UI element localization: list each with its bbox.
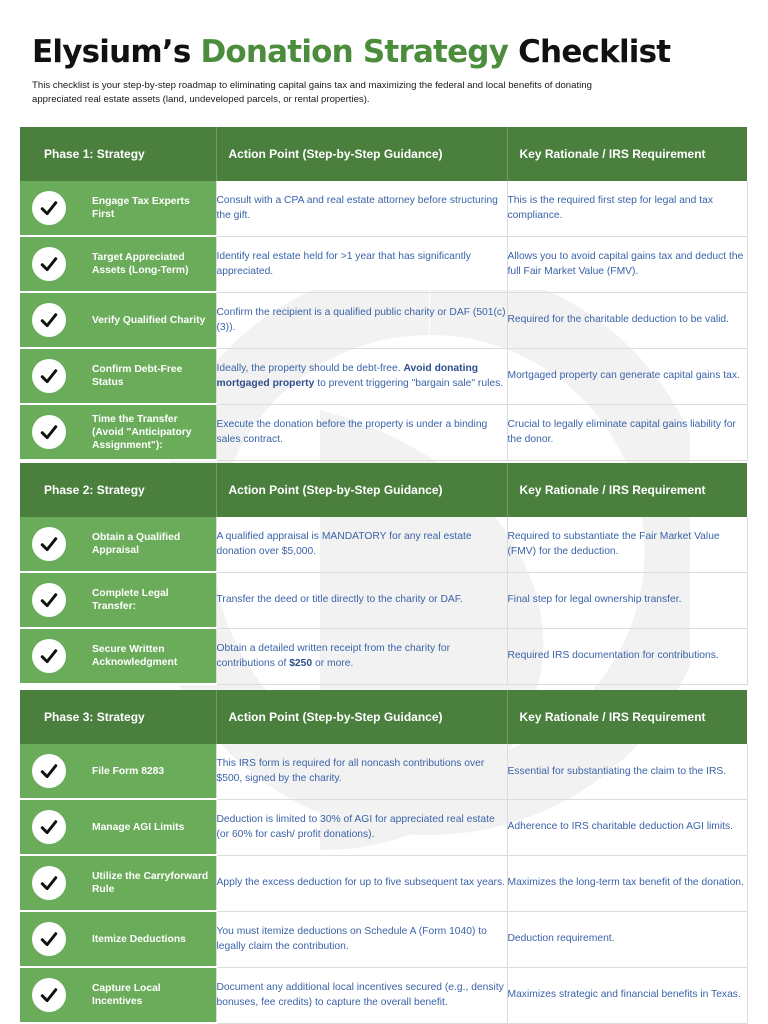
checkmark-icon — [32, 247, 66, 281]
step-name: Capture Local Incentives — [92, 983, 161, 1007]
rationale-cell — [507, 967, 747, 1023]
phase-header-row — [20, 127, 747, 181]
title-part-2: Checklist — [508, 34, 671, 70]
rationale-text: Mortgaged property can generate capital gains tax. — [507, 370, 740, 382]
checkmark-icon — [32, 359, 66, 393]
table-row — [20, 855, 747, 911]
table-row — [20, 181, 747, 236]
action-text: Obtain a detailed written receipt from the charity for contributions of — [216, 642, 451, 669]
rationale-cell — [507, 744, 747, 799]
action-text: Confirm the recipient is a qualified public charity or DAF (501(c)(3)). — [216, 306, 506, 333]
page-title — [32, 34, 670, 70]
phase-label: Phase 2: Strategy — [20, 463, 216, 517]
table-row — [20, 236, 747, 292]
rationale-text: Required to substantiate the Fair Market Value (FMV) for the deduction. — [507, 530, 720, 558]
action-emphasis: $250 — [289, 658, 313, 669]
action-column-header: Action Point (Step-by-Step Guidance) — [216, 463, 507, 517]
action-emphasis: Avoid donating mortgaged property — [216, 362, 479, 389]
action-text: Execute the donation before the property is under a binding sales contract. — [216, 418, 488, 445]
rationale-text: Essential for substantiating the claim to the IRS. — [507, 765, 727, 777]
step-cell — [20, 517, 216, 572]
action-cell — [216, 181, 507, 236]
action-cell — [216, 348, 507, 404]
rationale-text: Required for the charitable deduction to be valid. — [507, 314, 730, 326]
step-name: Time the Transfer (Avoid "Anticipatory Assignment"): — [92, 413, 192, 451]
phase-label: Phase 1: Strategy — [20, 127, 216, 181]
action-text: This IRS form is required for all noncash contributions over $500, signed by the charity. — [216, 757, 485, 785]
step-name: Target Appreciated Assets (Long-Term) — [92, 252, 189, 276]
action-column-header: Action Point (Step-by-Step Guidance) — [216, 127, 507, 181]
phase-table-2 — [20, 463, 748, 685]
step-cell — [20, 744, 216, 799]
step-name: Secure Written Acknowledgment — [92, 644, 178, 668]
table-row — [20, 799, 747, 855]
table-row — [20, 967, 747, 1023]
rationale-cell — [507, 628, 747, 684]
rationale-text: Deduction requirement. — [507, 933, 615, 945]
step-name: Obtain a Qualified Appraisal — [92, 532, 181, 556]
checkmark-icon — [32, 866, 66, 900]
action-text: You must itemize deductions on Schedule A (Form 1040) to legally claim the contribution. — [216, 925, 487, 952]
checkmark-icon — [32, 583, 66, 617]
action-cell — [216, 572, 507, 628]
step-cell — [20, 348, 216, 404]
step-cell — [20, 181, 216, 236]
rationale-cell — [507, 572, 747, 628]
phase-table-1 — [20, 127, 748, 461]
rationale-cell — [507, 404, 747, 460]
rationale-text: Final step for legal ownership transfer. — [507, 594, 682, 606]
checkmark-icon — [32, 810, 66, 844]
step-name: Confirm Debt-Free Status — [92, 364, 183, 388]
checkmark-icon — [32, 754, 66, 788]
step-cell — [20, 799, 216, 855]
action-column-header: Action Point (Step-by-Step Guidance) — [216, 690, 507, 744]
phase-label: Phase 3: Strategy — [20, 690, 216, 744]
step-cell — [20, 628, 216, 684]
action-text: Deduction is limited to 30% of AGI for appreciated real estate (or 60% for cash/ profit donations). — [216, 813, 495, 840]
checkmark-icon — [32, 415, 66, 449]
step-name: File Form 8283 — [92, 765, 165, 777]
title-accent: Donation Strategy — [200, 34, 509, 70]
rationale-cell — [507, 181, 747, 236]
action-text: A qualified appraisal is MANDATORY for any real estate donation over $5,000. — [216, 530, 472, 558]
step-cell — [20, 967, 216, 1023]
action-text: Document any additional local incentives secured (e.g., density bonuses, fee credits) to capture the overall benefit. — [216, 981, 504, 1008]
action-text: Transfer the deed or title directly to the charity or DAF. — [216, 594, 463, 606]
rationale-cell — [507, 799, 747, 855]
title-part-1: Elysium’s — [32, 34, 201, 70]
step-cell — [20, 572, 216, 628]
action-cell — [216, 799, 507, 855]
action-cell — [216, 911, 507, 967]
rationale-text: Crucial to legally eliminate capital gains liability for the donor. — [507, 418, 736, 445]
table-row — [20, 911, 747, 967]
table-row — [20, 628, 747, 684]
checkmark-icon — [32, 922, 66, 956]
table-row — [20, 517, 747, 572]
action-cell — [216, 628, 507, 684]
step-cell — [20, 855, 216, 911]
rationale-column-header: Key Rationale / IRS Requirement — [507, 463, 747, 517]
step-name: Manage AGI Limits — [92, 821, 185, 833]
action-cell — [216, 967, 507, 1023]
action-text: Identify real estate held for >1 year that has significantly appreciated. — [216, 250, 471, 277]
action-cell — [216, 744, 507, 799]
checkmark-icon — [32, 978, 66, 1012]
action-cell — [216, 236, 507, 292]
rationale-column-header: Key Rationale / IRS Requirement — [507, 690, 747, 744]
action-text: Apply the excess deduction for up to five subsequent tax years. — [216, 877, 505, 889]
rationale-cell — [507, 911, 747, 967]
step-cell — [20, 404, 216, 460]
rationale-text: Adherence to IRS charitable deduction AGI limits. — [507, 821, 734, 833]
rationale-text: Required IRS documentation for contributions. — [507, 650, 719, 662]
phase-header-row — [20, 463, 747, 517]
rationale-cell — [507, 292, 747, 348]
checkmark-icon — [32, 639, 66, 673]
action-cell — [216, 292, 507, 348]
step-cell — [20, 292, 216, 348]
phase-table-3 — [20, 690, 748, 1024]
table-row — [20, 404, 747, 460]
rationale-text: Allows you to avoid capital gains tax and deduct the full Fair Market Value (FMV). — [507, 250, 744, 277]
table-row — [20, 292, 747, 348]
rationale-text: Maximizes strategic and financial benefits in Texas. — [507, 989, 741, 1001]
rationale-cell — [507, 517, 747, 572]
action-cell — [216, 404, 507, 460]
phase-header-row — [20, 690, 747, 744]
rationale-cell — [507, 348, 747, 404]
table-row — [20, 348, 747, 404]
action-text: Ideally, the property should be debt-free. — [216, 362, 404, 374]
rationale-column-header: Key Rationale / IRS Requirement — [507, 127, 747, 181]
checkmark-icon — [32, 527, 66, 561]
table-row — [20, 744, 747, 799]
checkmark-icon — [32, 303, 66, 337]
rationale-text: Maximizes the long-term tax benefit of the donation. — [507, 877, 744, 889]
action-text-tail: or more. — [312, 658, 354, 669]
step-name: Engage Tax Experts First — [92, 196, 190, 220]
action-cell — [216, 855, 507, 911]
step-name: Utilize the Carryforward Rule — [92, 871, 209, 895]
step-cell — [20, 236, 216, 292]
intro-text: This checklist is your step-by-step roadmap to eliminating capital gains tax and maximizing the federal and local benefits of donating appreciated real estate assets (land, undeveloped parcels, or rental properties). — [32, 80, 592, 105]
step-cell — [20, 911, 216, 967]
table-row — [20, 572, 747, 628]
action-text-tail: to prevent triggering "bargain sale" rules. — [314, 378, 504, 389]
rationale-cell — [507, 236, 747, 292]
step-name: Verify Qualified Charity — [92, 314, 206, 326]
step-name: Itemize Deductions — [92, 933, 186, 945]
rationale-text: This is the required first step for legal and tax compliance. — [507, 194, 713, 222]
action-cell — [216, 517, 507, 572]
step-name: Complete Legal Transfer: — [92, 588, 169, 612]
checkmark-icon — [32, 191, 66, 225]
rationale-cell — [507, 855, 747, 911]
action-text: Consult with a CPA and real estate attorney before structuring the gift. — [216, 194, 498, 222]
